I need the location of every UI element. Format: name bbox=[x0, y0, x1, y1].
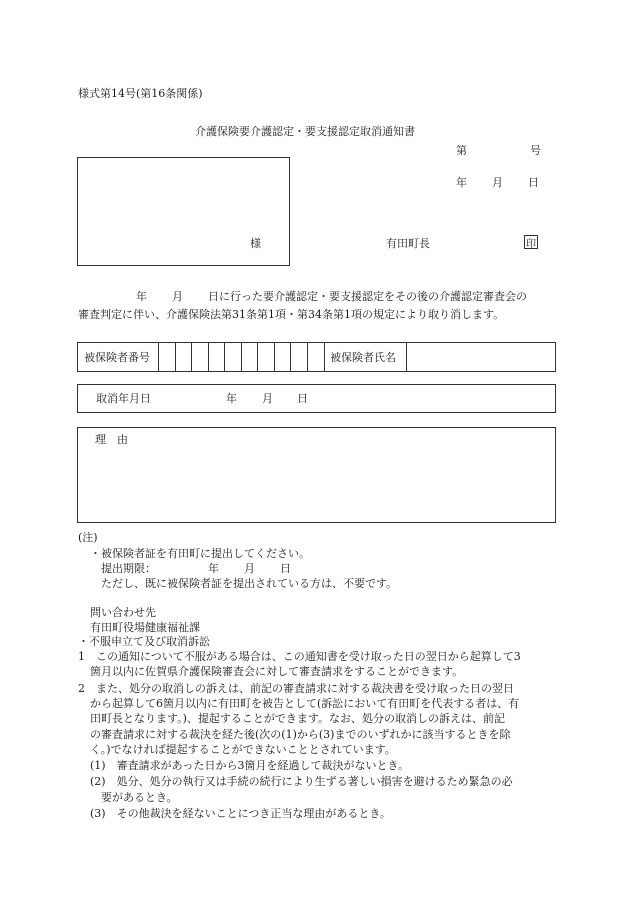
insured-number-label: 被保険者番号 bbox=[84, 351, 150, 364]
contact-dept: 有田町役場健康福祉課 bbox=[90, 621, 200, 634]
seal-mark bbox=[524, 235, 538, 249]
cancel-day: 日 bbox=[297, 392, 308, 405]
insured-row bbox=[77, 342, 556, 372]
appeal-item-3: (3) その他裁決を経ないことにつき正当な理由があるとき。 bbox=[90, 807, 391, 820]
appeal-heading: ・不服申立て及び取消訴訟 bbox=[78, 635, 210, 648]
appeal-p2-line5: く。)でなければ提起することができないこととされています。 bbox=[90, 743, 396, 756]
appeal-p2-line4: の審査請求に対する裁決を経た後(次の(1)から(3)までのいずれかに該当するときを除 bbox=[90, 728, 511, 741]
notes-heading: (注) bbox=[78, 531, 98, 544]
issuer-name: 有田町長 bbox=[386, 237, 430, 250]
form-number: 様式第14号(第16条関係) bbox=[78, 87, 203, 100]
deadline-day: 日 bbox=[280, 562, 291, 575]
appeal-item-1: (1) 審査請求があった日から3箇月を経過して裁決がないとき。 bbox=[90, 759, 410, 772]
document-title: 介護保険要介護認定・要支援認定取消通知書 bbox=[195, 125, 415, 138]
body-year: 年 bbox=[136, 290, 147, 303]
cancel-date-label: 取消年月日 bbox=[96, 392, 151, 405]
date-day: 日 bbox=[528, 176, 539, 189]
appeal-p2-line2: から起算して6箇月以内に有田町を被告として(訴訟において有田町を代表する者は、有 bbox=[90, 697, 520, 710]
deadline-month: 月 bbox=[244, 562, 255, 575]
reason-label: 理 由 bbox=[95, 433, 128, 446]
body-line1-rest: 日に行った要介護認定・要支援認定をその後の介護認定審査会の bbox=[208, 290, 527, 303]
number-dai: 第 bbox=[456, 144, 467, 157]
appeal-p2-line3: 田町長となります。)、提起することができます。なお、処分の取消しの訴えは、前記 bbox=[90, 712, 506, 725]
appeal-p1-line2: 箇月以内に佐賀県介護保険審査会に対して審査請求をすることができます。 bbox=[90, 665, 464, 678]
deadline-year: 年 bbox=[208, 562, 219, 575]
deadline-label: 提出期限： bbox=[101, 562, 156, 575]
notes-already: ただし、既に被保険者証を提出されている方は、不要です。 bbox=[101, 577, 398, 590]
reason-box bbox=[77, 427, 556, 523]
cancel-month: 月 bbox=[262, 392, 273, 405]
cancel-year: 年 bbox=[226, 392, 237, 405]
number-go: 号 bbox=[530, 144, 541, 157]
date-year: 年 bbox=[456, 176, 467, 189]
notes-bullet: ・被保険者証を有田町に提出してください。 bbox=[90, 547, 310, 560]
appeal-p2-line1: 2 また、処分の取消しの訴えは、前記の審査請求に対する裁決書を受け取った日の翌日 bbox=[78, 682, 514, 695]
recipient-sama: 様 bbox=[250, 237, 261, 250]
contact-heading: 問い合わせ先 bbox=[90, 606, 156, 619]
insured-name-label: 被保険者氏名 bbox=[330, 351, 396, 364]
date-month: 月 bbox=[492, 176, 503, 189]
appeal-item-2-line1: (2) 処分、処分の執行又は手続の続行により生ずる著しい損害を避けるため緊急の必 bbox=[90, 775, 513, 788]
body-month: 月 bbox=[172, 290, 183, 303]
body-line2: 審査判定に伴い、介護保険法第31条第1項・第34条第1項の規定により取り消します。 bbox=[78, 308, 505, 321]
seal-text: 印 bbox=[526, 238, 536, 250]
appeal-item-2-line2: 要があるとき。 bbox=[101, 791, 178, 804]
appeal-p1-line1: 1 この通知について不服がある場合は、この通知書を受け取った日の翌日から起算して3 bbox=[78, 650, 521, 663]
